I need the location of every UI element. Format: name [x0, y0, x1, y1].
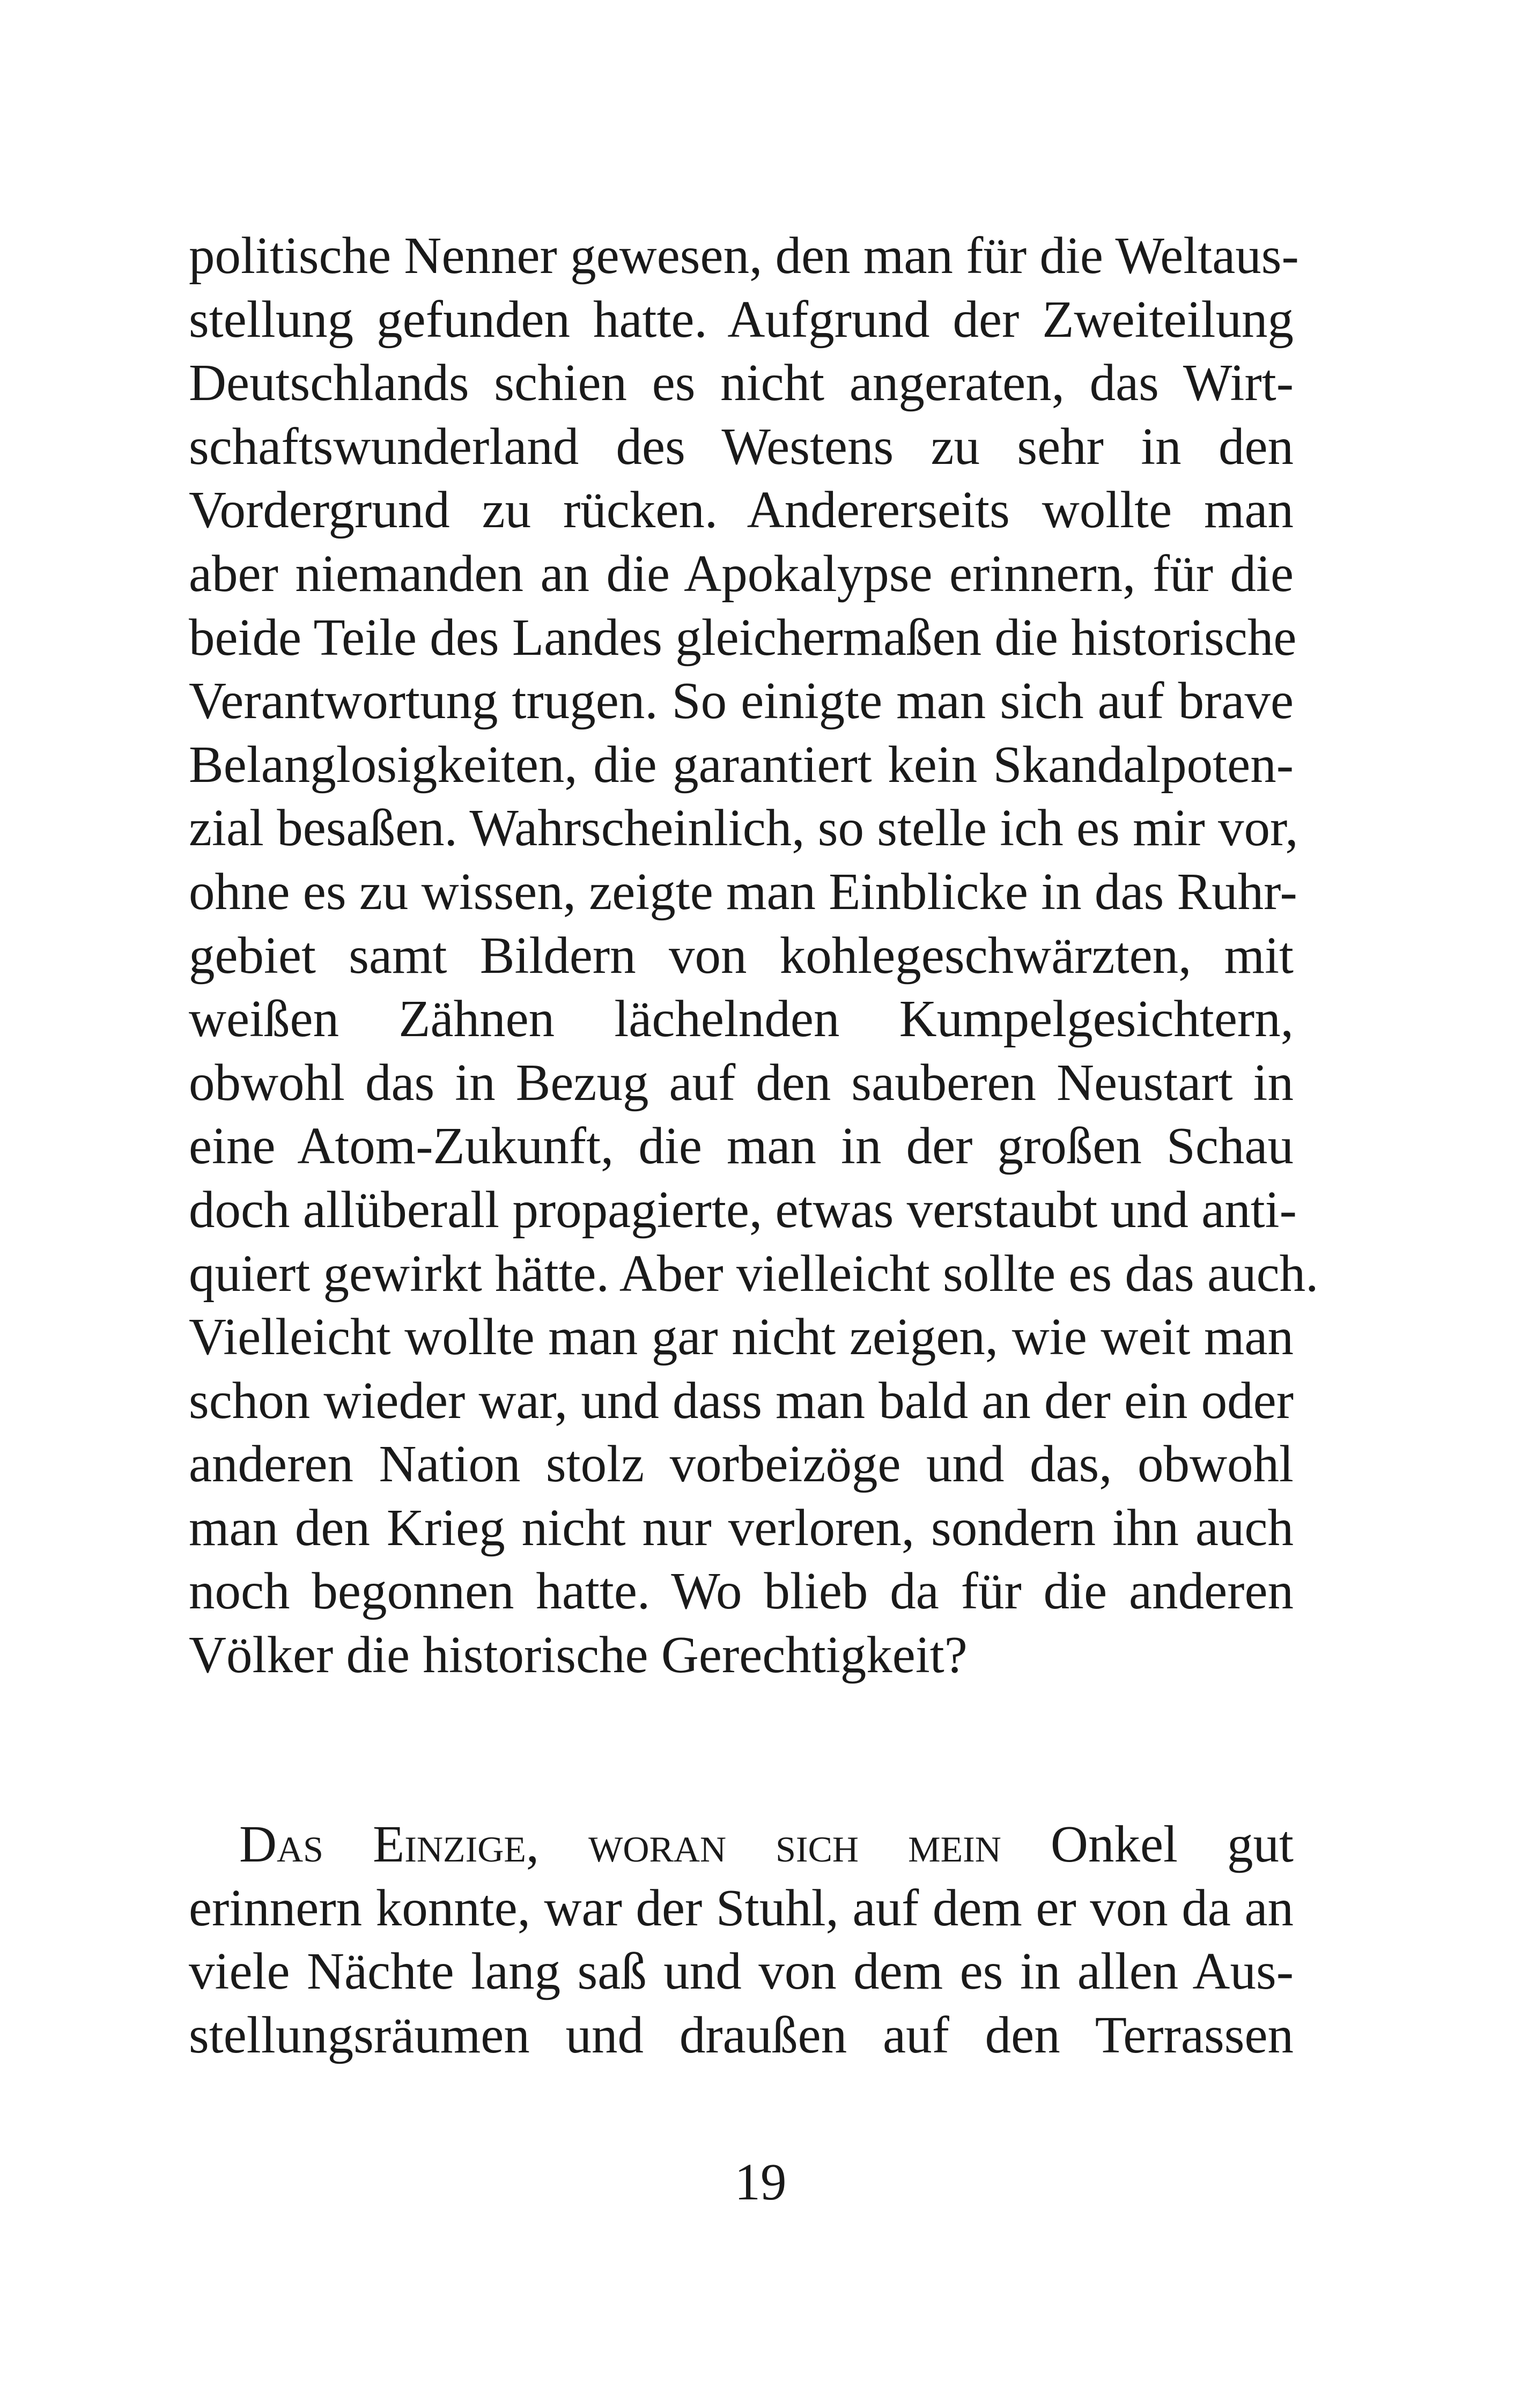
text-line: beide Teile des Landes gleichermaßen die historische	[189, 608, 1297, 666]
first-line-rest: Onkel gut	[1001, 1815, 1294, 1873]
text-line: doch allüberall propagierte, etwas verstaubt und anti-	[189, 1180, 1297, 1238]
text-line: Vordergrund zu rücken. Andererseits wollte man	[189, 481, 1294, 539]
text-line: Deutschlands schien es nicht angeraten, das Wirt-	[189, 354, 1294, 412]
text-line: stellung gefunden hatte. Aufgrund der Zweiteilung	[189, 290, 1294, 348]
text-line: politische Nenner gewesen, den man für die Weltaus-	[189, 227, 1299, 284]
text-line: Völker die historische Gerechtigkeit?	[189, 1626, 968, 1684]
text-line: Verantwortung trugen. So einigte man sich auf brave	[189, 672, 1294, 730]
lead-in-smallcaps: Das Einzige, woran sich mein	[239, 1815, 1001, 1873]
text-line: man den Krieg nicht nur verloren, sondern ihn auch	[189, 1498, 1294, 1556]
text-line: anderen Nation stolz vorbeizöge und das, obwohl	[189, 1435, 1294, 1493]
text-line: stellungsräumen und draußen auf den Terrassen	[189, 2006, 1294, 2064]
text-line: Vielleicht wollte man gar nicht zeigen, wie weit man	[189, 1308, 1294, 1366]
text-line: erinnern konnte, war der Stuhl, auf dem er von da an	[189, 1879, 1294, 1937]
text-line: schon wieder war, und dass man bald an der ein oder	[189, 1371, 1294, 1429]
text-line: quiert gewirkt hätte. Aber vielleicht sollte es das auch.	[189, 1244, 1319, 1302]
text-line: gebiet samt Bildern von kohlegeschwärzten, mit	[189, 926, 1294, 984]
paragraph-1	[189, 224, 1319, 1687]
text-line: viele Nächte lang saß und von dem es in allen Aus-	[189, 1942, 1294, 2000]
text-line: schaftswunderland des Westens zu sehr in den	[189, 417, 1294, 475]
text-line: aber niemanden an die Apokalypse erinnern, für die	[189, 544, 1294, 602]
text-line: ohne es zu wissen, zeigte man Einblicke in das Ruhr-	[189, 862, 1297, 920]
text-line: weißen Zähnen lächelnden Kumpelgesichtern,	[189, 990, 1294, 1048]
text-line: obwohl das in Bezug auf den sauberen Neustart in	[189, 1053, 1294, 1111]
text-line: noch begonnen hatte. Wo blieb da für die anderen	[189, 1562, 1294, 1620]
text-line: Belanglosigkeiten, die garantiert kein Skandalpoten-	[189, 735, 1294, 793]
text-line: zial besaßen. Wahrscheinlich, so stelle ich es mir vor,	[189, 799, 1298, 857]
page-number: 19	[734, 2153, 787, 2211]
paragraph-2	[189, 1813, 1294, 2067]
text-line: eine Atom-Zukunft, die man in der großen Schau	[189, 1117, 1294, 1175]
text-line-opening	[189, 1813, 1294, 1877]
